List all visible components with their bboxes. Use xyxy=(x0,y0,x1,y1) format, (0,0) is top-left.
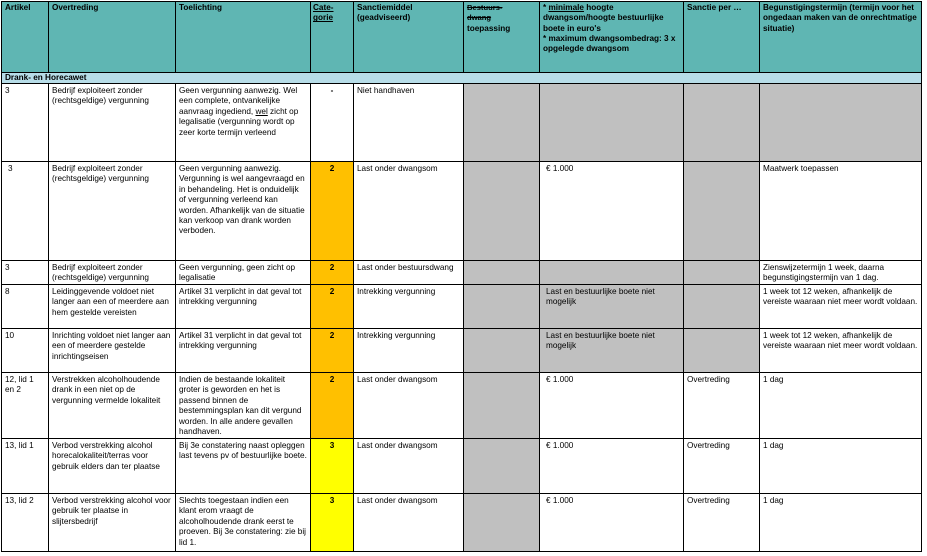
table-row xyxy=(2,373,922,439)
cell-toelichting: Artikel 31 verplicht in dat geval tot intrekking vergunning xyxy=(176,329,311,373)
section-title: Drank- en Horecawet xyxy=(2,73,922,84)
header-begunstiging: Begunstigingstermijn (termijn voor het ongedaan maken van de onrechtmatige situatie) xyxy=(760,2,922,73)
table-row xyxy=(2,439,922,494)
cell-categorie: 3 xyxy=(311,439,354,494)
cell-categorie: 2 xyxy=(311,285,354,329)
cell-sanctie-per xyxy=(684,261,760,285)
cell-bestuursdwang xyxy=(464,285,540,329)
header-sanctie-per: Sanctie per … xyxy=(684,2,760,73)
table-row xyxy=(2,162,922,261)
cell-bestuursdwang xyxy=(464,439,540,494)
cell-sanctie-per: Overtreding xyxy=(684,494,760,552)
cell-artikel: 3 xyxy=(2,261,49,285)
cell-boete xyxy=(540,84,684,162)
cell-begunstiging: 1 dag xyxy=(760,439,922,494)
sanction-table xyxy=(1,1,922,552)
cell-boete: € 1.000 xyxy=(540,494,684,552)
cell-sanctie-per: Overtreding xyxy=(684,373,760,439)
table-row xyxy=(2,494,922,552)
cell-sanctie-per xyxy=(684,84,760,162)
cell-sanctiemiddel: Last onder dwangsom xyxy=(354,494,464,552)
cell-sanctiemiddel: Last onder dwangsom xyxy=(354,373,464,439)
table-row xyxy=(2,84,922,162)
table-row xyxy=(2,285,922,329)
cell-toelichting-part2: zicht op legalisatie (vergunning wordt op zeer korte termijn verleend xyxy=(179,106,299,137)
header-boete-text2: * maximum dwangsombedrag: 3 x opgelegde dwangsom xyxy=(543,33,676,54)
cell-bestuursdwang xyxy=(464,373,540,439)
cell-overtreding: Leidinggevende voldoet niet langer aan een of meerdere aan hem gestelde vereisten xyxy=(49,285,176,329)
cell-artikel: 3 xyxy=(2,162,49,261)
cell-categorie: 2 xyxy=(311,329,354,373)
cell-sanctie-per xyxy=(684,329,760,373)
cell-categorie: - xyxy=(311,84,354,162)
table-row xyxy=(2,261,922,285)
cell-toelichting xyxy=(176,84,311,162)
header-boete-minimale: minimale xyxy=(548,3,584,12)
cell-boete: € 1.000 xyxy=(540,373,684,439)
cell-begunstiging: 1 week tot 12 weken, afhankelijk de vereiste waaraan niet meer wordt voldaan. xyxy=(760,329,922,373)
header-sanctiemiddel: Sanctiemiddel (geadviseerd) xyxy=(354,2,464,73)
cell-categorie: 3 xyxy=(311,494,354,552)
header-categorie-line1: Cate- xyxy=(313,3,334,12)
cell-bestuursdwang xyxy=(464,329,540,373)
cell-overtreding: Inrichting voldoet niet langer aan een of meerdere gestelde inrichtingseisen xyxy=(49,329,176,373)
cell-artikel: 3 xyxy=(2,84,49,162)
header-boete-bullet1: * xyxy=(543,3,549,12)
header-boete-text1: hoogte dwangsom/hoogte bestuurlijke boete in euro's xyxy=(543,3,664,33)
header-bestuursdwang-line2: dwang xyxy=(467,13,492,23)
cell-boete: € 1.000 xyxy=(540,439,684,494)
header-bestuursdwang-line1: Bestuurs- xyxy=(467,3,503,12)
cell-boete xyxy=(540,261,684,285)
cell-toelichting: Indien de bestaande lokaliteit groter is geworden en het is passend binnen de bestemmingsplan kan dit vergund worden. In alle andere gevallen handhaven. xyxy=(176,373,311,439)
cell-artikel: 8 xyxy=(2,285,49,329)
cell-toelichting: Bij 3e constatering naast opleggen last tevens pv of bestuurlijke boete. xyxy=(176,439,311,494)
cell-begunstiging: 1 dag xyxy=(760,494,922,552)
header-overtreding: Overtreding xyxy=(49,2,176,73)
cell-toelichting-underlined: wel xyxy=(255,106,268,116)
cell-artikel: 13, lid 1 xyxy=(2,439,49,494)
cell-overtreding: Bedrijf exploiteert zonder (rechtsgeldige) vergunning xyxy=(49,261,176,285)
cell-sanctiemiddel: Intrekking vergunning xyxy=(354,329,464,373)
cell-toelichting: Geen vergunning aanwezig. Vergunning is wel aangevraagd en in behandeling. Het is onduidelijk of vergunning verleend kan worden. Afhankelijk van de situatie kan verkoop van drank worden verboden. xyxy=(176,162,311,261)
cell-categorie: 2 xyxy=(311,162,354,261)
cell-sanctie-per xyxy=(684,162,760,261)
header-bestuursdwang-line3: toepassing xyxy=(467,23,511,33)
cell-bestuursdwang xyxy=(464,261,540,285)
cell-bestuursdwang xyxy=(464,162,540,261)
cell-sanctiemiddel: Niet handhaven xyxy=(354,84,464,162)
header-row xyxy=(2,2,922,73)
cell-artikel: 10 xyxy=(2,329,49,373)
section-row xyxy=(2,73,922,84)
cell-toelichting: Artikel 31 verplicht in dat geval tot intrekking vergunning xyxy=(176,285,311,329)
header-toelichting: Toelichting xyxy=(176,2,311,73)
cell-begunstiging xyxy=(760,84,922,162)
header-artikel: Artikel xyxy=(2,2,49,73)
cell-toelichting: Geen vergunning, geen zicht op legalisatie xyxy=(176,261,311,285)
cell-sanctie-per xyxy=(684,285,760,329)
header-bestuursdwang xyxy=(464,2,540,73)
cell-begunstiging: 1 week tot 12 weken, afhankelijk de vereiste waaraan niet meer wordt voldaan. xyxy=(760,285,922,329)
table-row xyxy=(2,329,922,373)
cell-bestuursdwang xyxy=(464,494,540,552)
cell-sanctiemiddel: Last onder dwangsom xyxy=(354,439,464,494)
cell-categorie: 2 xyxy=(311,373,354,439)
cell-toelichting-part1: Geen vergunning aanwezig. Wel een complete, ontvankelijke aanvraag ingediend, xyxy=(179,86,298,116)
cell-sanctiemiddel: Last onder bestuursdwang xyxy=(354,261,464,285)
cell-overtreding: Bedrijf exploiteert zonder (rechtsgeldige) vergunning xyxy=(49,162,176,261)
cell-sanctie-per: Overtreding xyxy=(684,439,760,494)
cell-boete: Last en bestuurlijke boete niet mogelijk xyxy=(540,285,684,329)
cell-toelichting: Slechts toegestaan indien een klant erom vraagt de alcoholhoudende drank eerst te proeven. Bij 3e constatering: zie bij lid 1. xyxy=(176,494,311,552)
header-categorie-line2: gorie xyxy=(313,13,334,23)
header-categorie xyxy=(311,2,354,73)
cell-artikel: 13, lid 2 xyxy=(2,494,49,552)
cell-sanctiemiddel: Intrekking vergunning xyxy=(354,285,464,329)
cell-boete: € 1.000 xyxy=(540,162,684,261)
cell-begunstiging: 1 dag xyxy=(760,373,922,439)
cell-overtreding: Bedrijf exploiteert zonder (rechtsgeldige) vergunning xyxy=(49,84,176,162)
cell-overtreding: Verbod verstrekking alcohol horecalokaliteit/terras voor gebruik elders dan ter plaatse xyxy=(49,439,176,494)
cell-overtreding: Verstrekken alcoholhoudende drank in een niet op de vergunning vermelde lokaliteit xyxy=(49,373,176,439)
cell-boete: Last en bestuurlijke boete niet mogelijk xyxy=(540,329,684,373)
cell-artikel: 12, lid 1 en 2 xyxy=(2,373,49,439)
cell-bestuursdwang xyxy=(464,84,540,162)
cell-begunstiging: Zienswijzetermijn 1 week, daarna begunstigingstermijn van 1 dag. xyxy=(760,261,922,285)
cell-begunstiging: Maatwerk toepassen xyxy=(760,162,922,261)
cell-sanctiemiddel: Last onder dwangsom xyxy=(354,162,464,261)
cell-categorie: 2 xyxy=(311,261,354,285)
cell-overtreding: Verbod verstrekking alcohol voor gebruik ter plaatse in slijtersbedrijf xyxy=(49,494,176,552)
header-boete xyxy=(540,2,684,73)
